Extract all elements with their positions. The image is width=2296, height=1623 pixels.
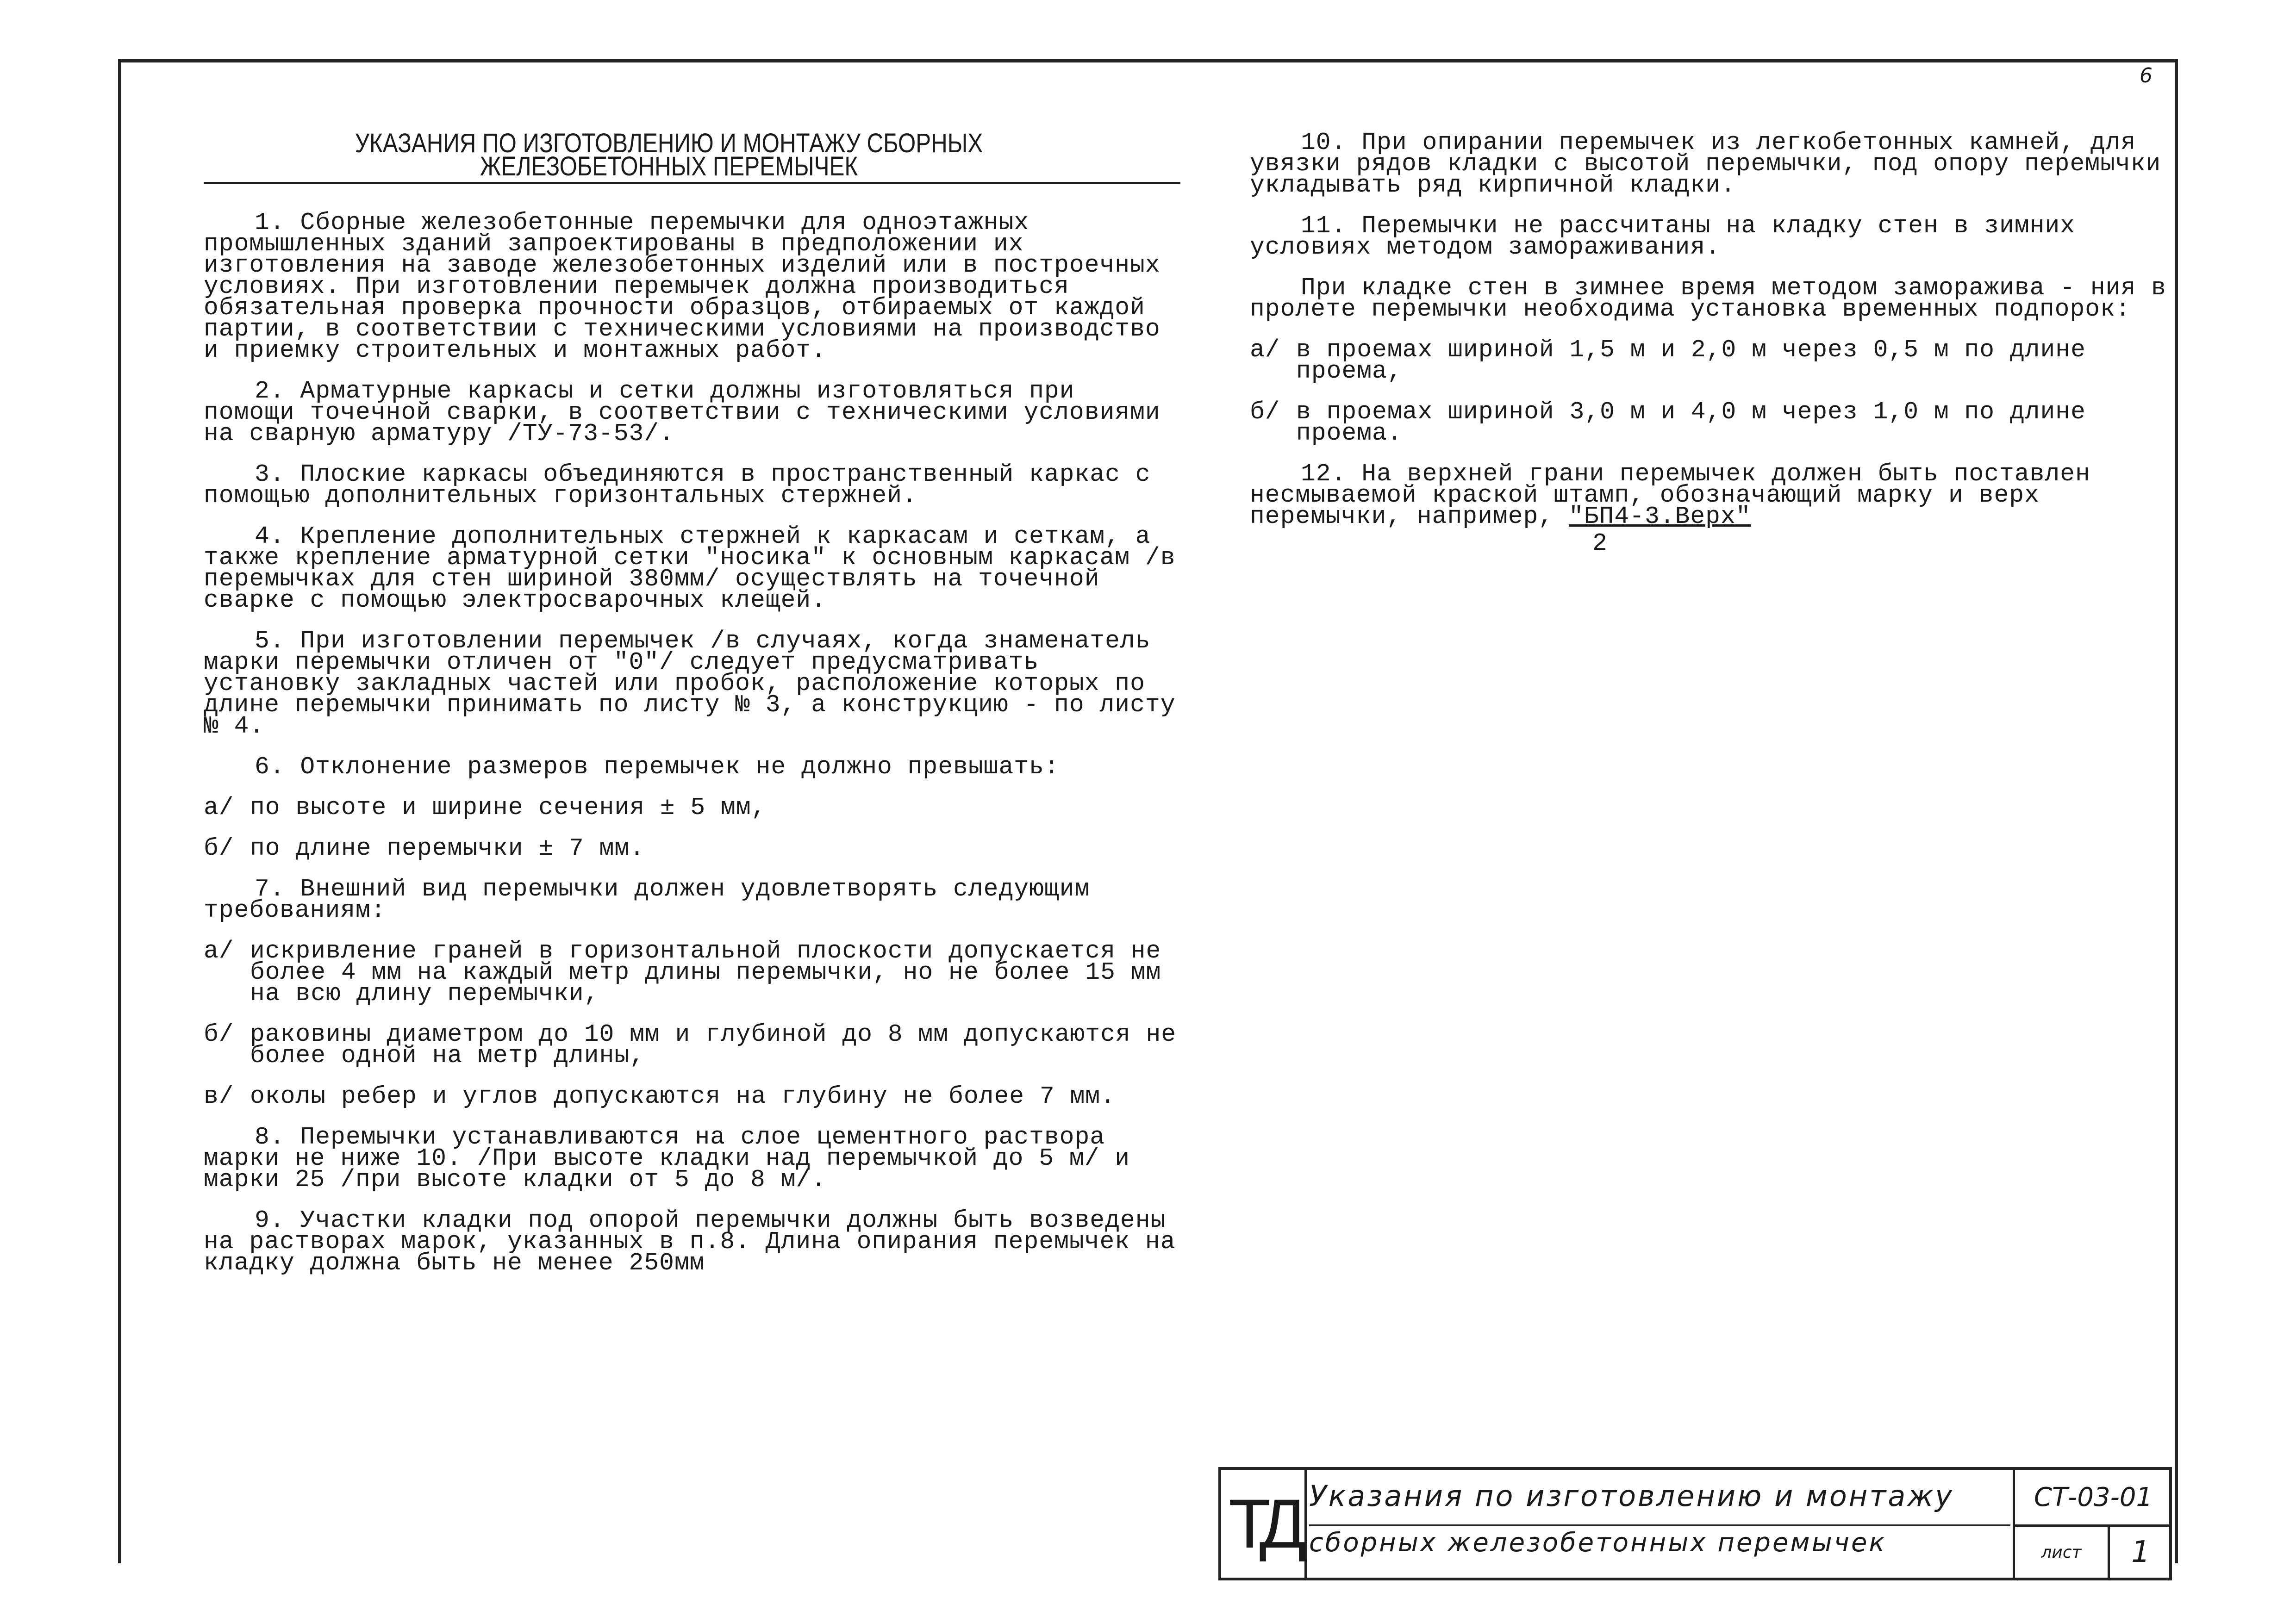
list-text: в проемах шириной 3,0 м и 4,0 м через 1,0 м по длине проема. bbox=[1296, 398, 2086, 447]
list-marker: б/ bbox=[204, 834, 234, 862]
logo: ТД bbox=[1221, 1470, 1307, 1578]
paragraph-8: 8. Перемычки устанавливаются на слое цементного раствора марки не ниже 10. /При высоте кладки над перемычкой до 5 м/ и марки 25 /при высоте кладки от 5 до 8 м/. bbox=[204, 1123, 1130, 1194]
list-marker: а/ bbox=[1250, 336, 1280, 364]
title-block bbox=[1218, 1467, 2172, 1580]
sheet-value: 1 bbox=[2131, 1535, 2150, 1569]
list-text: по длине перемычки ± 7 мм. bbox=[250, 834, 645, 862]
title-block-right bbox=[2013, 1470, 2171, 1578]
page-title: УКАЗАНИЯ ПО ИЗГОТОВЛЕНИЮ И МОНТАЖУ СБОРНЫХ ЖЕЛЕЗОБЕТОННЫХ ПЕРЕМЫЧЕК bbox=[355, 128, 983, 181]
document-code: СТ-03-01 bbox=[2015, 1470, 2171, 1527]
paragraph-7: 7. Внешний вид перемычки должен удовлетворять следующим требованиям: bbox=[204, 875, 1090, 924]
right-column bbox=[1250, 129, 2166, 557]
paragraph-12-text: 12. На верхней грани перемычек должен быть поставлен несмываемой краской штамп, обозначающий марку и верх перемычки, например, bbox=[1250, 460, 2090, 530]
paragraph-12 bbox=[1250, 460, 2166, 530]
paragraph-9: 9. Участки кладки под опорой перемычки должны быть возведены на растворах марок, указанных в п.8. Длина опирания перемычек на кладку должна быть не менее 250мм bbox=[204, 1206, 1176, 1277]
list-text: искривление граней в горизонтальной плоскости допускается не более 4 мм на каждый метр длины перемычки, но не более 15 мм на всю длину перемычки, bbox=[250, 937, 1161, 1007]
title-block-line-1: Указания по изготовлению и монтажу bbox=[1309, 1479, 1954, 1513]
paragraph-3: 3. Плоские каркасы объединяются в пространственный каркас с помощью дополнительных горизонтальных стержней. bbox=[204, 460, 1151, 510]
list-marker: а/ bbox=[204, 794, 234, 821]
paragraph-11: 11. Перемычки не рассчитаны на кладку стен в зимних условиях методом замораживания. bbox=[1250, 212, 2076, 261]
list-text: раковины диаметром до 10 мм и глубиной до 8 мм допускаются не более одной на метр длины, bbox=[250, 1020, 1177, 1070]
paragraph-5: 5. При изготовлении перемычек /в случаях, когда знаменатель марки перемычки отличен от "0"/ следует предусматривать установку закладных частей или пробок, расположение которых по длине перемычки принимать по листу № 3, а конструкцию - по листу № 4. bbox=[204, 627, 1176, 740]
paragraph-1: 1. Сборные железобетонные перемычки для одноэтажных промышленных зданий запроектированы в предположении их изготовления на заводе железобетонных изделий или в построечных условиях. При изготовлении перемычек должна производиться обязательная проверка прочности образцов, отбираемых от каждой партии, в соответствии с техническими условиями на производство и приемку строительных и монтажных работ. bbox=[204, 209, 1160, 364]
left-column bbox=[204, 128, 1180, 1293]
paragraph-6: 6. Отклонение размеров перемычек не должно превышать: bbox=[255, 753, 1060, 781]
title-rule bbox=[204, 182, 1180, 184]
stamp-example-number: 2 bbox=[1592, 529, 1608, 557]
list-marker: б/ bbox=[204, 1020, 234, 1048]
stamp-example: "БП4-3.Верх" bbox=[1568, 503, 1751, 530]
list-text: в проемах шириной 1,5 м и 2,0 м через 0,5 м по длине проема, bbox=[1296, 336, 2086, 385]
list-marker: а/ bbox=[204, 937, 234, 965]
paragraph-4: 4. Крепление дополнительных стержней к каркасам и сеткам, а также крепление арматурной сетки "носика" к основным каркасам /в перемычках для стен шириной 380мм/ осуществлять на точечной сварке с помощью электросварочных клещей. bbox=[204, 522, 1176, 614]
sheet-label: лист bbox=[2015, 1527, 2110, 1578]
sheet-number: 6 bbox=[2140, 64, 2152, 87]
paragraph-11-winter: При кладке стен в зимнее время методом заморажива - ния в пролете перемычки необходима установка временных подпорок: bbox=[1250, 274, 2166, 323]
list-item bbox=[204, 834, 1180, 862]
title-block-title bbox=[1309, 1470, 2010, 1578]
list-marker: в/ bbox=[204, 1082, 234, 1110]
list-text: по высоте и ширине сечения ± 5 мм, bbox=[250, 794, 767, 821]
list-text: околы ребер и углов допускаются на глубину не более 7 мм. bbox=[250, 1082, 1116, 1110]
title-block-line-2: сборных железобетонных перемычек bbox=[1309, 1528, 1887, 1558]
list-item bbox=[204, 937, 1180, 1007]
list-item bbox=[1250, 336, 2166, 385]
list-item bbox=[204, 1020, 1180, 1070]
paragraph-10: 10. При опирании перемычек из легкобетонных камней, для увязки рядов кладки с высотой перемычки, под опору перемычки укладывать ряд кирпичной кладки. bbox=[1250, 129, 2161, 199]
list-item bbox=[1250, 398, 2166, 447]
list-marker: б/ bbox=[1250, 398, 1280, 426]
list-item bbox=[204, 1082, 1180, 1110]
list-item bbox=[204, 794, 1180, 821]
paragraph-2: 2. Арматурные каркасы и сетки должны изготовляться при помощи точечной сварки, в соответствии с техническими условиями на сварную арматуру /ТУ-73-53/. bbox=[204, 377, 1160, 448]
